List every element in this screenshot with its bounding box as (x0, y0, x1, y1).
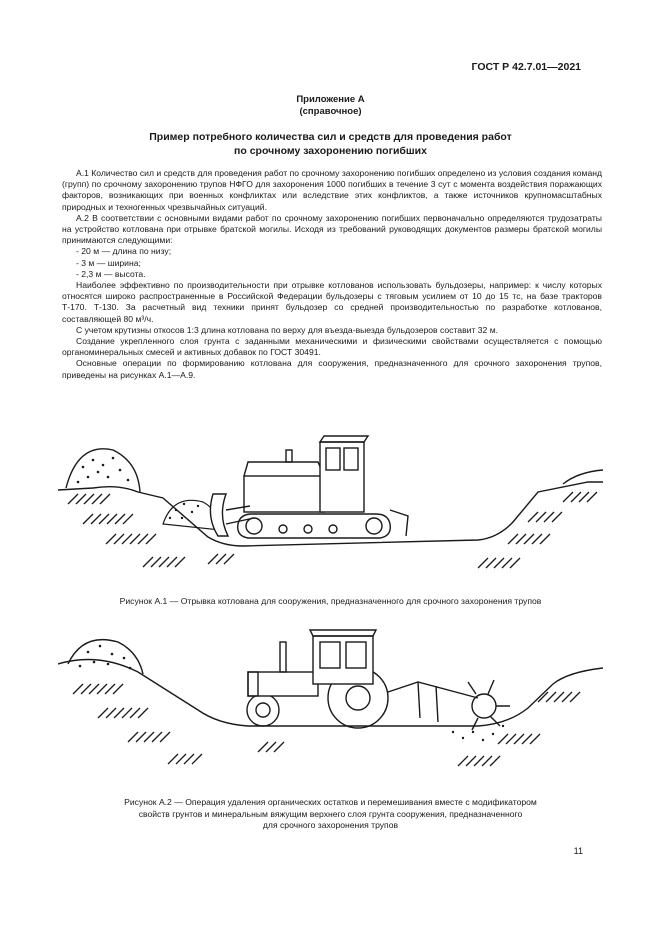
figure-a1-caption: Рисунок А.1 — Отрывка котлована для сооружения, предназначенного для срочного захоронения трупов (119, 596, 542, 606)
standard-code: ГОСТ Р 42.7.01—2021 (471, 61, 581, 73)
figure-a2 (58, 622, 603, 782)
paragraph-reinforced-layer: Создание укрепленного слоя грунта с заданными механическими и физическими свойствами осуществляется с помощью органоминеральных смесей и активных добавок по ГОСТ 30491. (62, 336, 602, 358)
appendix-heading (0, 94, 661, 118)
list-item-width: - 3 м — ширина; (76, 257, 141, 268)
tractor-icon (58, 622, 603, 782)
paragraph-a1: А.1 Количество сил и средств для проведения работ по срочному захоронению погибших определено из условия создания команд (групп) по срочному захоронению трупов НФГО для захоронения 1000 погибших в течение 3 сут с момента воздействия поражающих факторов, возникающих при военных конфликтах или вследствие этих конфликтов, а также источников крупномасштабных природных и техногенных чрезвычайных ситуаций. (62, 168, 602, 212)
body-text (62, 168, 602, 381)
appendix-name: Приложение А (296, 94, 365, 105)
paragraph-a2: А.2 В соответствии с основными видами работ по срочному захоронению погибших первоначально определяются трудозатраты на устройство котлована при отрывке братской могилы. Исходя из требований руководящих документов размеры братской могилы принимаются следующими: (62, 212, 602, 246)
list-item-length: - 20 м — длина по низу; (76, 246, 172, 257)
figure-a2-caption-line-3: для срочного захоронения трупов (262, 820, 399, 830)
appendix-kind: (справочное) (299, 106, 362, 117)
title-line-2: по срочному захоронению погибших (234, 145, 427, 157)
paragraph-slopes: С учетом крутизны откосов 1:3 длина котлована по верху для въезда-выезда бульдозеров составит 32 м. (76, 324, 499, 335)
paragraph-operations: Основные операции по формированию котлована для сооружения, предназначенного для срочного захоронения трупов, приведены на рисунках А.1—А.9. (62, 358, 602, 380)
list-item-height: - 2,3 м — высота. (76, 268, 146, 279)
bulldozer-icon (58, 432, 603, 582)
title-line-1: Пример потребного количества сил и средств для проведения работ (149, 131, 512, 143)
paragraph-bulldozers: Наиболее эффективно по производительности при отрывке котлованов использовать бульдозеры, например: к числу которых относятся широко распространенные в Российской Федерации бульдозеры с тяговым усилием от 10 до 15 тс, на базе тракторов Т-170. Т-130. За расчетный вид техники принят бульдозер со средней производительностью по разработке котлованов, составляющей 80 м³/ч. (62, 280, 602, 324)
figure-a2-caption-line-1: Рисунок А.2 — Операция удаления органических остатков и перемешивания вместе с модификатором (124, 797, 537, 807)
page-number: 11 (573, 846, 583, 856)
figure-a1 (58, 432, 603, 582)
section-title (60, 130, 601, 158)
figure-a2-caption (60, 797, 601, 832)
figure-a2-caption-line-2: свойств грунтов и минеральным вяжущим верхнего слоя грунта сооружения, предназначенного (138, 808, 523, 819)
